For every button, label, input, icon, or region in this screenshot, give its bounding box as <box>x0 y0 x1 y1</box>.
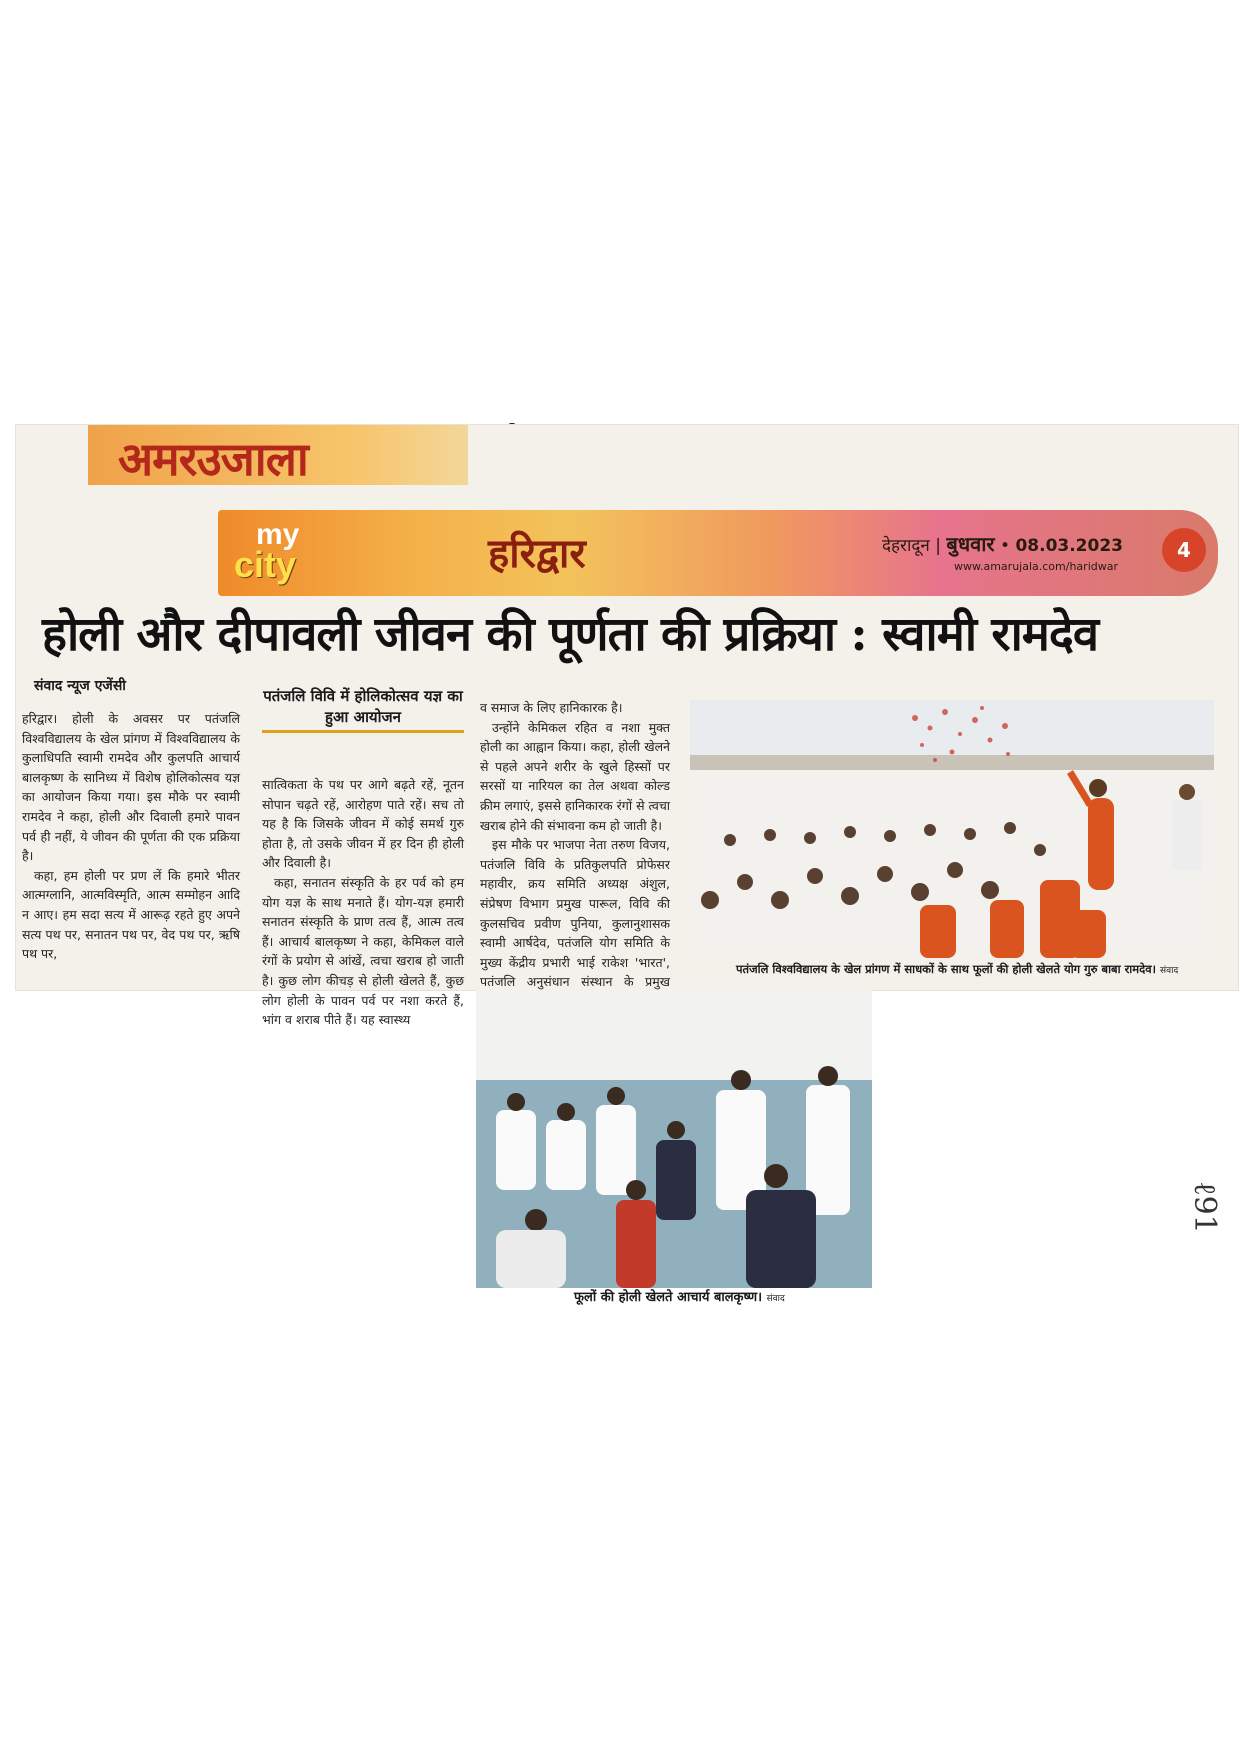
paragraph: इस मौके पर भाजपा नेता तरुण विजय, पतंजलि विवि के प्रतिकुलपति प्रोफेसर महावीर, क्रय समिति अध्यक्ष अंशुल, संप्रेषण विभाग प्रमुख पारूल, विवि की कुलसचिव प्रवीण पुनिया, कुलानुशासक स्वामी आर्षदेव, पतंजलि योग समिति के मुख्य केंद्रीय प्रभारी भाई राकेश 'भारत', पतंजलि अनुसंधान संस्थान के प्रमुख <box>480 837 670 990</box>
dateline: देहरादून | बुधवार • 08.03.2023 <box>881 532 1123 556</box>
masthead-name: अमरउजाला <box>118 432 308 486</box>
article-column-3 <box>480 698 670 1012</box>
website-url: www.amarujala.com/haridwar <box>954 560 1118 573</box>
handwritten-margin-note: ℓ91 <box>1186 1181 1222 1234</box>
photo-ramdev-holi <box>690 700 1214 958</box>
dateline-place: देहरादून <box>881 536 930 556</box>
paragraph: कहा, सनातन संस्कृति के हर पर्व को हम योग यज्ञ के साथ मनाते हैं। योग-यज्ञ हमारी सनातन संस्कृति के प्राण तत्व हैं, आत्म तत्व हैं। आचार्य बालकृष्ण ने कहा, केमिकल वाले रंगों के प्रयोग से आंखें, त्वचा खराब हो जाती है। कुछ लोग कीचड़ से होली खेलते हैं, कुछ लोग होली के पावन पर्व पर नशा करते हैं, भांग व शराब पीते हैं। यह स्वास्थ्य <box>262 874 464 1028</box>
dateline-date: 08.03.2023 <box>1015 536 1123 556</box>
caption-text: पतंजलि विश्वविद्यालय के खेल प्रांगण में साधकों के साथ फूलों की होली खेलते योग गुरु बाबा रामदेव। <box>736 962 1157 976</box>
article-column-1 <box>22 709 240 964</box>
caption-text: फूलों की होली खेलते आचार्य बालकृष्ण। <box>574 1290 763 1305</box>
newspaper-masthead <box>88 425 468 485</box>
paragraph: व समाज के लिए हानिकारक है। <box>480 700 623 715</box>
paragraph: सात्विकता के पथ पर आगे बढ़ते रहें, नूतन सोपान चढ़ते रहें, आरोहण पाते रहें। सच तो यह है कि जिसके जीवन में कोई समर्थ गुरु होता है, तो उसके जीवन में हर दिन ही होली और दिवाली है। <box>262 777 464 871</box>
paragraph: हरिद्वार। होली के अवसर पर पतंजलि विश्वविद्यालय के खेल प्रांगण में विश्वविद्यालय के कुलाधिपति स्वामी रामदेव और कुलपति आचार्य बालकृष्ण के सानिध्य में विशेष होलिकोत्सव यज्ञ का आयोजन किया गया। इस मौके पर स्वामी रामदेव ने कहा, होली और दिवाली हमारे पावन पर्व ही नहीं, ये जीवन की पूर्णता की एक प्रक्रिया है। <box>22 711 240 864</box>
mycity-logo-city: city <box>234 544 297 585</box>
article-byline: संवाद न्यूज एजेंसी <box>34 678 126 694</box>
dateline-day: बुधवार <box>946 532 995 556</box>
city-section-banner <box>218 510 1218 596</box>
article-headline: होली और दीपावली जीवन की पूर्णता की प्रक्रिया : स्वामी रामदेव <box>42 607 1098 662</box>
mycity-logo <box>228 518 324 584</box>
paragraph: कहा, हम होली पर प्रण लें कि हमारे भीतर आत्मग्लानि, आत्मविस्मृति, आत्म सम्मोहन आदि न आए। हम सदा सत्य में आरूढ़ रहते हुए अपने सत्य पथ पर, सनातन पथ पर, वेद पथ पर, ऋषि पथ पर, <box>22 867 240 962</box>
section-city-name: हरिद्वार <box>488 530 586 577</box>
paragraph: उन्होंने केमिकल रहित व नशा मुक्त होली का आह्वान किया। कहा, होली खेलने से पहले अपने शरीर के खुले हिस्सों पर सरसों या नारियल का तेल अथवा कोल्ड क्रीम लगाएं, इससे हानिकारक रंगों से त्वचा खराब होने की संभावना कम हो जाती है। <box>480 719 670 833</box>
mycity-logo-my: my <box>256 518 300 551</box>
photo-ramdev-caption <box>736 962 1178 977</box>
photo-balkrishna-holi-image <box>476 990 872 1288</box>
article-subheading: पतंजलि विवि में होलिकोत्सव यज्ञ का हुआ आयोजन <box>262 686 464 733</box>
photo-ramdev-holi-image <box>690 700 1214 958</box>
photo-balkrishna-caption <box>574 1287 785 1305</box>
caption-credit: संवाद <box>766 1294 785 1304</box>
photo-balkrishna-holi <box>476 990 872 1288</box>
caption-credit: संवाद <box>1160 966 1179 976</box>
page-number-badge: 4 <box>1162 528 1206 572</box>
article-column-2 <box>262 775 464 1030</box>
